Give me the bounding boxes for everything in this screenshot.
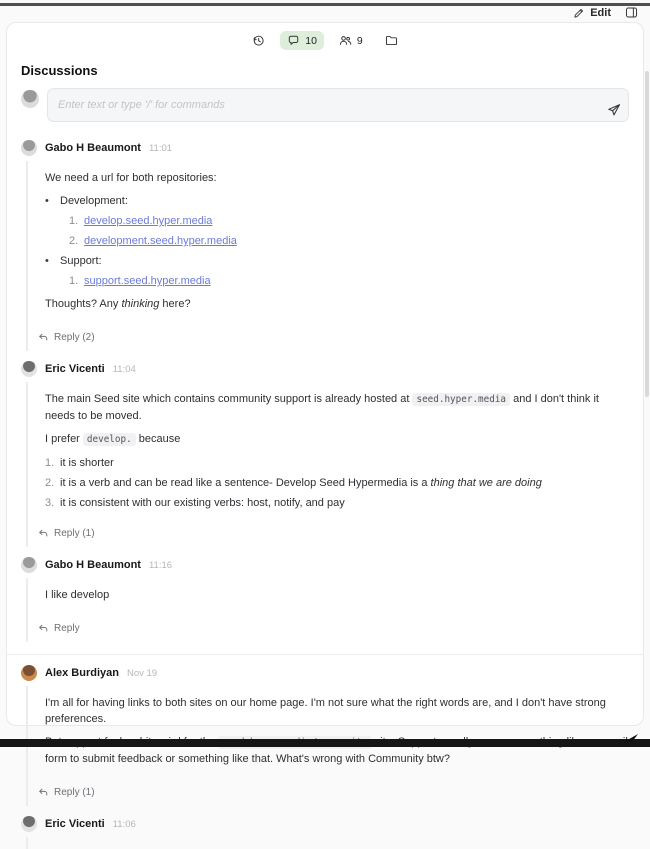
list-item-text xyxy=(84,233,237,249)
list-item-text xyxy=(60,495,345,511)
text-run: I prefer xyxy=(45,433,83,445)
page-title: Discussions xyxy=(21,63,98,78)
inline-link[interactable]: development.seed.hyper.media xyxy=(84,235,237,247)
comment-header xyxy=(21,816,629,832)
list-marker: 1. xyxy=(69,275,79,287)
comment-body xyxy=(26,161,629,351)
pencil-icon xyxy=(573,7,585,19)
panel-toggle-button[interactable] xyxy=(625,6,638,19)
avatar xyxy=(21,361,37,377)
comment-header xyxy=(21,557,629,573)
comment-header xyxy=(21,665,629,681)
directory-button[interactable] xyxy=(378,31,405,50)
comment-timestamp: Nov 19 xyxy=(126,667,158,679)
sidebar-panel-icon xyxy=(625,6,638,19)
text-run: Thoughts? Any xyxy=(45,298,122,310)
comment-thread xyxy=(7,130,643,351)
comment-header xyxy=(21,140,629,156)
edit-label: Edit xyxy=(590,6,611,19)
inline-code: seed.hyper.media xyxy=(412,393,510,406)
list-item-text xyxy=(60,475,542,491)
clock-history-icon xyxy=(252,34,265,47)
comment-composer xyxy=(21,88,629,122)
avatar xyxy=(21,665,37,681)
window-frame-top xyxy=(0,3,650,6)
comment-author: Gabo H Beaumont xyxy=(45,142,141,154)
window-frame-bottom xyxy=(0,739,650,747)
text-run: it is consistent with our existing verbs: host, notify, and pay xyxy=(60,497,345,509)
list-item xyxy=(45,475,629,491)
list-marker: 3. xyxy=(45,497,55,509)
comment-timestamp: 11:16 xyxy=(148,559,173,571)
list-item xyxy=(45,193,629,209)
italic-text: thinking xyxy=(121,298,160,310)
list-item-text xyxy=(60,193,128,209)
list-item xyxy=(69,273,629,289)
list-marker: • xyxy=(45,255,49,267)
reply-label: Reply (2) xyxy=(54,332,95,343)
comment-thread xyxy=(7,351,643,547)
avatar xyxy=(21,140,37,156)
current-user-avatar xyxy=(21,90,39,108)
text-run: I like develop xyxy=(45,589,110,601)
paragraph xyxy=(45,170,629,186)
list-item-text xyxy=(60,253,102,269)
reply-button[interactable] xyxy=(38,623,80,634)
comment-header xyxy=(21,361,629,377)
list-item xyxy=(45,253,629,269)
comment-thread xyxy=(7,655,643,806)
italic-text: thing that we are doing xyxy=(430,477,542,489)
text-run: Development: xyxy=(60,195,128,207)
comment-body xyxy=(26,578,629,642)
document-toolbar xyxy=(7,23,643,50)
comment-author: Eric Vicenti xyxy=(45,818,105,830)
paragraph xyxy=(45,391,629,424)
list-item-text xyxy=(84,273,211,289)
comment-author: Gabo H Beaumont xyxy=(45,559,141,571)
text-run: form to submit feedback or something like that. What's wrong with Community btw? xyxy=(45,753,450,765)
comment-thread xyxy=(7,806,643,849)
comment-input-placeholder: Enter text or type '/' for commands xyxy=(58,99,225,111)
comment-author: Alex Burdiyan xyxy=(45,667,119,679)
text-run: it is shorter xyxy=(60,457,114,469)
list-marker: 1. xyxy=(45,457,55,469)
list-item xyxy=(69,233,629,249)
paragraph xyxy=(45,695,629,727)
scrollbar-thumb[interactable] xyxy=(645,71,649,397)
list-item-text xyxy=(60,455,114,471)
reply-label: Reply (1) xyxy=(54,787,95,798)
paragraph xyxy=(45,587,629,603)
paragraph xyxy=(45,431,629,448)
comment-timestamp: 11:04 xyxy=(112,363,136,375)
inline-link[interactable]: develop.seed.hyper.media xyxy=(84,215,213,227)
text-run: Support: xyxy=(60,255,102,267)
list-marker: 1. xyxy=(69,215,79,227)
list-item xyxy=(45,455,629,471)
inline-link[interactable]: support.seed.hyper.media xyxy=(84,275,211,287)
list-item xyxy=(45,495,629,511)
list-marker: • xyxy=(45,195,49,207)
comment-input[interactable] xyxy=(47,88,629,122)
folder-icon xyxy=(385,34,398,47)
comment-timestamp: 11:01 xyxy=(148,142,173,154)
comment-body xyxy=(26,837,629,849)
collaborators-button[interactable] xyxy=(332,31,370,50)
list-item-text xyxy=(84,213,212,229)
avatar xyxy=(21,557,37,573)
mouse-cursor xyxy=(624,729,638,747)
reply-label: Reply (1) xyxy=(54,528,95,539)
send-button[interactable] xyxy=(607,103,621,117)
text-run: it is a verb and can be read like a sentence- Develop Seed Hypermedia is a xyxy=(60,477,431,489)
reply-label: Reply xyxy=(54,623,80,634)
comment-timestamp: 11:06 xyxy=(112,818,136,830)
text-run: because xyxy=(135,433,181,445)
paper-plane-icon xyxy=(607,103,621,117)
people-count: 9 xyxy=(356,34,363,47)
avatar xyxy=(21,816,37,832)
document-card xyxy=(6,22,644,830)
inline-code: develop. xyxy=(83,433,136,446)
reply-button[interactable] xyxy=(38,787,95,798)
text-run: here? xyxy=(159,298,191,310)
text-run: We need a url for both repositories: xyxy=(45,172,217,184)
speech-bubble-icon xyxy=(287,34,300,47)
reply-button[interactable] xyxy=(38,332,95,343)
comment-author: Eric Vicenti xyxy=(45,363,105,375)
comments-count: 10 xyxy=(305,34,317,47)
comments-count-button[interactable] xyxy=(280,31,324,50)
history-button[interactable] xyxy=(245,31,272,50)
people-icon xyxy=(339,34,352,47)
reply-button[interactable] xyxy=(38,528,95,539)
text-run: The main Seed site which contains community support is already hosted at xyxy=(45,393,413,405)
comment-body xyxy=(26,382,629,547)
list-marker: 2. xyxy=(69,235,79,247)
comment-thread xyxy=(7,547,643,642)
list-item xyxy=(69,213,629,229)
text-run: and I don't think it needs to be moved. xyxy=(45,393,599,422)
text-run: I'm all for having links to both sites on our home page. I'm not sure what the right words are, and I don't have strong preferences. xyxy=(45,697,606,725)
edit-button[interactable] xyxy=(573,7,611,19)
list-marker: 2. xyxy=(45,477,55,489)
paragraph xyxy=(45,296,629,312)
